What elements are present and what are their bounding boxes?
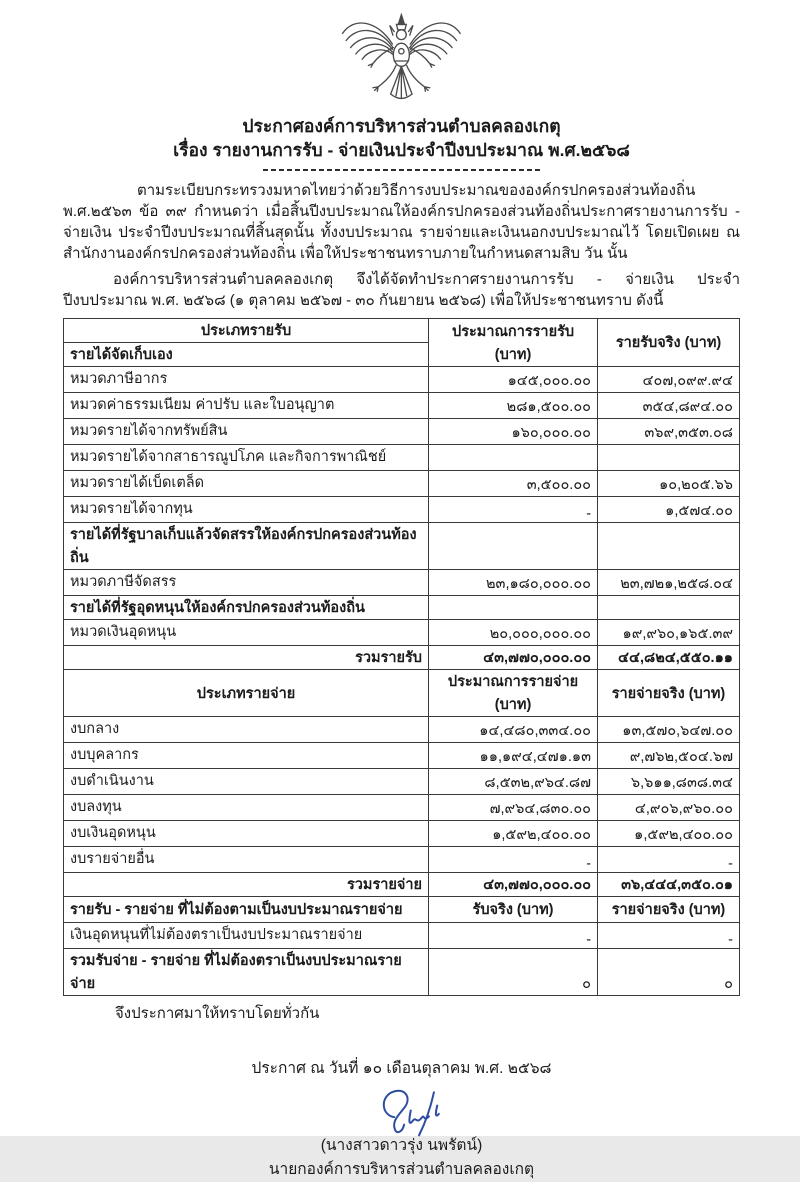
budget-value: ๒๐,๐๐๐,๐๐๐.๐๐ (429, 620, 598, 646)
signer-name: (นางสาวดาวรุ่ง นพรัตน์) (320, 1137, 483, 1154)
actual-value: ๔๔,๘๒๔,๕๕๐.๑๑ (598, 646, 740, 670)
budget-value: ๑,๕๙๒,๔๐๐.๐๐ (429, 821, 598, 847)
actual-value: ๓๖,๔๔๔,๓๕๐.๐๑ (598, 873, 740, 897)
column-header: ประเภทรายจ่าย (64, 670, 429, 717)
table-row (64, 319, 740, 343)
table-row (64, 471, 740, 497)
row-label: หมวดรายได้เบ็ดเตล็ด (64, 471, 429, 497)
actual-value: ๐ (598, 949, 740, 996)
announcement-date: ประกาศ ณ วันที่ ๑๐ เดือนตุลาคม พ.ศ. ๒๕๖๘ (251, 1060, 552, 1077)
budget-value: ๐ (429, 949, 598, 996)
row-label: หมวดภาษีจัดสรร (64, 570, 429, 596)
actual-value: ๑,๕๗๔.๐๐ (598, 497, 740, 523)
actual-value: ๑,๕๙๒,๔๐๐.๐๐ (598, 821, 740, 847)
row-label: หมวดรายได้จากทุน (64, 497, 429, 523)
table-row (64, 743, 740, 769)
budget-value: ๔๓,๗๗๐,๐๐๐.๐๐ (429, 873, 598, 897)
actual-value: ๔๐๗,๐๙๙.๙๔ (598, 367, 740, 393)
budget-value: ๔๓,๗๗๐,๐๐๐.๐๐ (429, 646, 598, 670)
table-row (64, 670, 740, 717)
actual-value: ๑๓,๕๗๐,๖๔๗.๐๐ (598, 717, 740, 743)
row-label: งบเงินอุดหนุน (64, 821, 429, 847)
column-header: ประมาณการรายจ่าย (บาท) (429, 670, 598, 717)
budget-value: ๗,๙๖๔,๘๓๐.๐๐ (429, 795, 598, 821)
table-row (64, 821, 740, 847)
column-header: รายจ่ายจริง (บาท) (598, 670, 740, 717)
actual-value: ๑๙,๙๖๐,๑๖๕.๓๙ (598, 620, 740, 646)
table-row (64, 897, 740, 923)
table-row (64, 646, 740, 670)
signer-title: นายกองค์การบริหารส่วนตำบลคลองเกตุ (268, 1161, 535, 1178)
budget-value: ๒๓,๑๘๐,๐๐๐.๐๐ (429, 570, 598, 596)
row-label: งบลงทุน (64, 795, 429, 821)
row-label: งบบุคลากร (64, 743, 429, 769)
row-label: หมวดค่าธรรมเนียม ค่าปรับ และใบอนุญาต (64, 393, 429, 419)
row-label: งบดำเนินงาน (64, 769, 429, 795)
signature-block (63, 1084, 740, 1182)
budget-value: ๑๔,๔๘๐,๓๓๔.๐๐ (429, 717, 598, 743)
budget-value: - (429, 497, 598, 523)
dashed-divider (263, 169, 541, 171)
row-label: งบกลาง (64, 717, 429, 743)
column-header: รับจริง (บาท) (429, 897, 598, 923)
budget-value: ๑๔๕,๐๐๐.๐๐ (429, 367, 598, 393)
actual-value (598, 445, 740, 471)
table-row (64, 570, 740, 596)
actual-value: - (598, 923, 740, 949)
table-row (64, 847, 740, 873)
actual-value: ๒๓,๗๒๑,๒๕๘.๐๔ (598, 570, 740, 596)
actual-value: ๓๖๙,๓๕๓.๐๘ (598, 419, 740, 445)
actual-value: ๔,๙๐๖,๙๖๐.๐๐ (598, 795, 740, 821)
row-label: หมวดรายได้จากสาธารณูปโภค และกิจการพาณิชย์ (64, 445, 429, 471)
actual-value: - (598, 847, 740, 873)
total-label: รวมรายจ่าย (64, 873, 429, 897)
announcement-org-title: ประกาศองค์การบริหารส่วนตำบลคลองเกตุ (242, 116, 561, 136)
column-header: ประมาณการรายรับ (บาท) (429, 319, 598, 367)
column-header: ประเภทรายรับ (64, 319, 429, 343)
table-row (64, 497, 740, 523)
table-row (64, 620, 740, 646)
table-row (64, 795, 740, 821)
budget-value: ๓,๕๐๐.๐๐ (429, 471, 598, 497)
budget-value: ๑๑,๑๙๔,๔๗๑.๑๓ (429, 743, 598, 769)
section-label: รายได้จัดเก็บเอง (64, 343, 429, 367)
budget-value: - (429, 847, 598, 873)
budget-value (429, 445, 598, 471)
table-row (64, 596, 740, 620)
table-row (64, 873, 740, 897)
row-label: หมวดเงินอุดหนุน (64, 620, 429, 646)
budget-value: ๑๖๐,๐๐๐.๐๐ (429, 419, 598, 445)
actual-value: ๖,๖๑๑,๘๓๘.๓๔ (598, 769, 740, 795)
budget-value: - (429, 923, 598, 949)
table-row (64, 445, 740, 471)
section-label: รายได้ที่รัฐบาลเก็บแล้วจัดสรรให้องค์กรปกครองส่วนท้องถิ่น (64, 523, 429, 570)
signature-icon (366, 1084, 465, 1142)
table-row (64, 367, 740, 393)
budget-value: ๘,๕๓๒,๙๖๔.๘๗ (429, 769, 598, 795)
receipt-expenditure-table (63, 318, 740, 996)
row-label: งบรายจ่ายอื่น (64, 847, 429, 873)
section-header: รายรับ - รายจ่าย ที่ไม่ต้องตามเป็นงบประมาณรายจ่าย (64, 897, 429, 923)
actual-value: ๙,๗๖๒,๕๐๔.๖๗ (598, 743, 740, 769)
section-label: รายได้ที่รัฐอุดหนุนให้องค์กรปกครองส่วนท้องถิ่น (64, 596, 429, 620)
row-label: หมวดภาษีอากร (64, 367, 429, 393)
closing-line: จึงประกาศมาให้ทราบโดยทั่วกัน (115, 1005, 320, 1022)
table-row (64, 923, 740, 949)
table-row (64, 419, 740, 445)
actual-value: ๑๐,๒๐๕.๖๖ (598, 471, 740, 497)
announcement-subject: เรื่อง รายงานการรับ - จ่ายเงินประจำปีงบประมาณ พ.ศ.๒๕๖๘ (173, 140, 630, 160)
column-header: รายรับจริง (บาท) (598, 319, 740, 367)
column-header: รายจ่ายจริง (บาท) (598, 897, 740, 923)
budget-value: ๒๘๑,๕๐๐.๐๐ (429, 393, 598, 419)
row-label: หมวดรายได้จากทรัพย์สิน (64, 419, 429, 445)
table-row (64, 523, 740, 570)
total-label: รวมรับจ่าย - รายจ่าย ที่ไม่ต้องตราเป็นงบประมาณรายจ่าย (64, 949, 429, 996)
row-label: เงินอุดหนุนที่ไม่ต้องตราเป็นงบประมาณรายจ่าย (64, 923, 429, 949)
paragraph-regulation: ตามระเบียบกระทรวงมหาดไทยว่าด้วยวิธีการงบประมาณขององค์กรปกครองส่วนท้องถิ่น พ.ศ.๒๕๖๓ ข้อ ๓๙ กำหนดว่า เมื่อสิ้นปีงบประมาณให้องค์กรปกครองส่วนท้องถิ่นประกาศรายงานการรับ - จ่ายเงิน ประจำปีงบประมาณที่สิ้นสุดนั้น ทั้งงบประมาณ รายจ่ายและเงินนอกงบประมาณไว้ โดยเปิดเผย ณ สำนักงานองค์กรปกครองส่วนท้องถิ่น เพื่อให้ประชาชนทราบภายในกำหนดสามสิบ วัน นั้น (63, 182, 740, 262)
table-row (64, 717, 740, 743)
garuda-emblem (63, 12, 740, 114)
table-row (64, 769, 740, 795)
table-row (64, 393, 740, 419)
total-label: รวมรายรับ (64, 646, 429, 670)
table-row (64, 949, 740, 996)
paragraph-announcement: องค์การบริหารส่วนตำบลคลองเกตุ จึงได้จัดทำประกาศรายงานการรับ - จ่ายเงิน ประจำปีงบประมาณ พ.ศ. ๒๕๖๘ (๑ ตุลาคม ๒๕๖๗ - ๓๐ กันยายน ๒๕๖๘) เพื่อให้ประชาชนทราบ ดังนี้ (63, 271, 740, 309)
actual-value: ๓๕๔,๘๙๔.๐๐ (598, 393, 740, 419)
garuda-emblem-icon (339, 12, 464, 110)
